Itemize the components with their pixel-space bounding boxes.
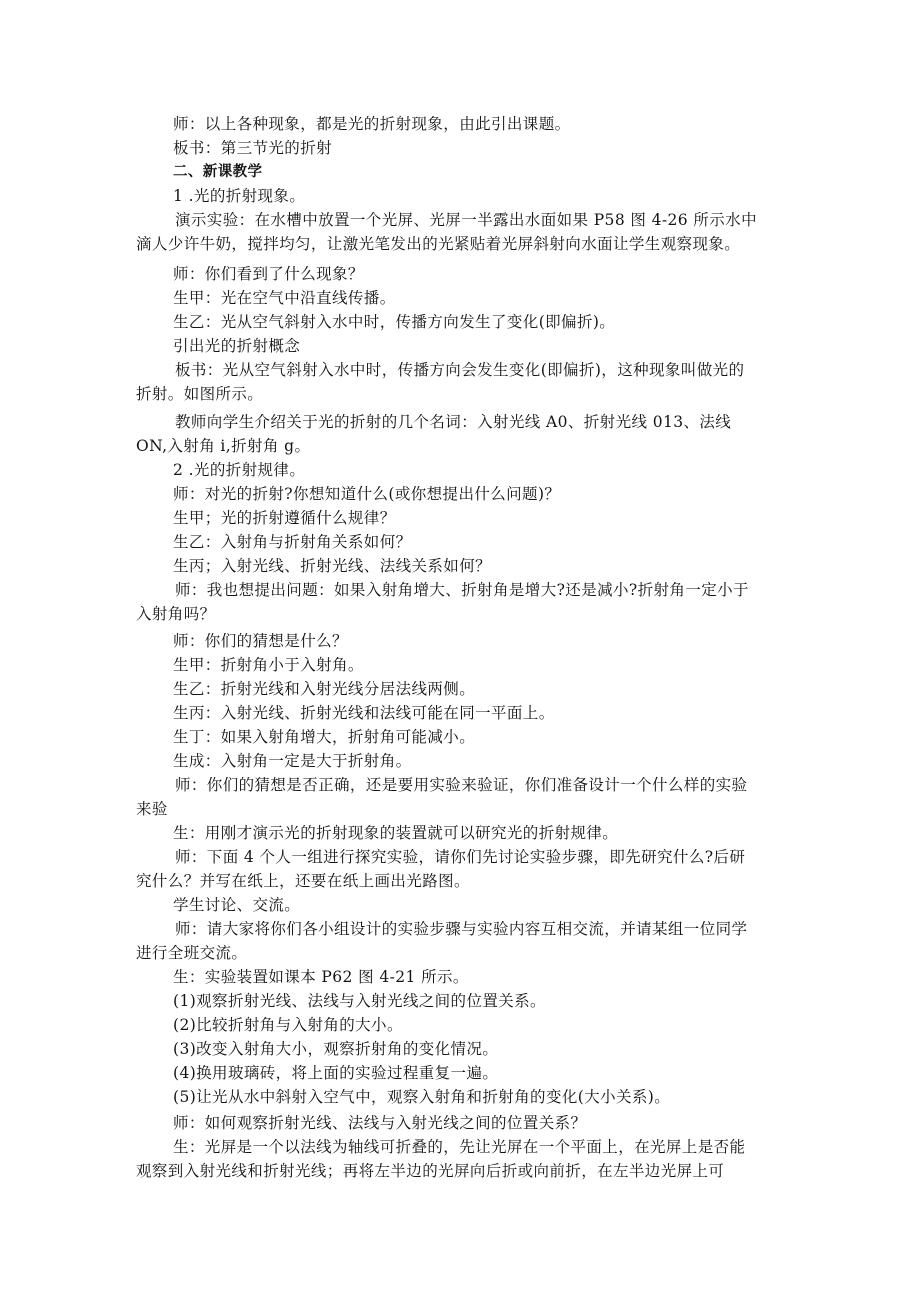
subsection-heading: 2 .光的折射规律。 bbox=[173, 461, 306, 479]
text-line: 生丙：入射光线、折射光线和法线可能在同一平面上。 bbox=[173, 704, 555, 722]
text-line: 入射角吗？ bbox=[136, 605, 216, 623]
text-line: 师：你们的猜想是什么？ bbox=[173, 632, 348, 650]
text-line: 师：你们的猜想是否正确，还是要用实验来验证，你们准备设计一个什么样的实验 bbox=[175, 776, 748, 794]
text-line: 引出光的折射概念 bbox=[173, 337, 301, 355]
text-line: 学生讨论、交流。 bbox=[173, 896, 301, 914]
text-line: 师：对光的折射?你想知道什么(或你想提出什么问题)？ bbox=[173, 485, 561, 503]
text-line: 进行全班交流。 bbox=[136, 944, 248, 962]
text-line: ON,入射角 i,折射角 g。 bbox=[136, 437, 311, 455]
list-item: (5)让光从水中斜射入空气中，观察入射角和折射角的变化(大小关系)。 bbox=[173, 1088, 671, 1106]
text-line: 师：你们看到了什么现象？ bbox=[173, 265, 364, 283]
list-item: (3)改变入射角大小，观察折射角的变化情况。 bbox=[173, 1040, 499, 1058]
text-line: 折射。如图所示。 bbox=[136, 385, 264, 403]
text-line: 来验 bbox=[136, 800, 168, 818]
list-item: (1)观察折射光线、法线与入射光线之间的位置关系。 bbox=[173, 992, 546, 1010]
subsection-heading: 1 .光的折射现象。 bbox=[173, 187, 306, 205]
text-line: 演示实验：在水槽中放置一个光屏、光屏一半露出水面如果 P58 图 4-26 所示水中 bbox=[175, 211, 757, 229]
text-line: 生乙：入射角与折射角关系如何？ bbox=[173, 533, 412, 551]
text-line: 生成：入射角一定是大于折射角。 bbox=[173, 752, 412, 770]
text-line: 师：如何观察折射光线、法线与入射光线之间的位置关系？ bbox=[173, 1114, 587, 1132]
text-line: 板书：光从空气斜射入水中时，传播方向会发生变化(即偏折)，这种现象叫做光的 bbox=[175, 361, 745, 379]
text-line: 师：下面 4 个人一组进行探究实验，请你们先讨论实验步骤，即先研究什么?后研 bbox=[175, 848, 746, 866]
text-line: 生甲：光在空气中沿直线传播。 bbox=[173, 289, 396, 307]
text-line: 生甲：折射角小于入射角。 bbox=[173, 656, 364, 674]
section-heading: 二、新课教学 bbox=[173, 164, 263, 180]
list-item: (4)换用玻璃砖，将上面的实验过程重复一遍。 bbox=[173, 1064, 499, 1082]
text-line: 生：光屏是一个以法线为轴线可折叠的，先让光屏在一个平面上，在光屏上是否能 bbox=[173, 1138, 746, 1156]
text-line: 教师向学生介绍关于光的折射的几个名词：入射光线 A0、折射光线 013、法线 bbox=[175, 413, 732, 431]
text-line: 生丁：如果入射角增大，折射角可能减小。 bbox=[173, 728, 476, 746]
text-line: 师：请大家将你们各小组设计的实验步骤与实验内容互相交流，并请某组一位同学 bbox=[175, 920, 748, 938]
text-line: 生乙：折射光线和入射光线分居法线两侧。 bbox=[173, 680, 476, 698]
text-line: 生丙；入射光线、折射光线、法线关系如何？ bbox=[173, 557, 492, 575]
text-line: 究什么？并写在纸上，还要在纸上画出光路图。 bbox=[136, 872, 470, 890]
text-line: 师：我也想提出问题：如果入射角增大、折射角是增大?还是减小?折射角一定小于 bbox=[175, 581, 749, 599]
text-line: 师：以上各种现象，都是光的折射现象，由此引出课题。 bbox=[173, 115, 571, 133]
text-line: 板书：第三节光的折射 bbox=[173, 139, 333, 157]
text-line: 观察到入射光线和折射光线；再将左半边的光屏向后折或向前折，在左半边光屏上可 bbox=[136, 1162, 725, 1180]
text-line: 生：实验装置如课本 P62 图 4-21 所示。 bbox=[173, 968, 469, 986]
text-line: 滴人少许牛奶，搅拌均匀，让激光笔发出的光紧贴着光屏斜射向水面让学生观察现象。 bbox=[136, 235, 741, 253]
text-line: 生：用刚才演示光的折射现象的装置就可以研究光的折射规律。 bbox=[173, 824, 619, 842]
text-line: 生甲；光的折射遵循什么规律？ bbox=[173, 509, 396, 527]
text-line: 生乙：光从空气斜射入水中时，传播方向发生了变化(即偏折)。 bbox=[173, 313, 616, 331]
list-item: (2)比较折射角与入射角的大小。 bbox=[173, 1016, 403, 1034]
